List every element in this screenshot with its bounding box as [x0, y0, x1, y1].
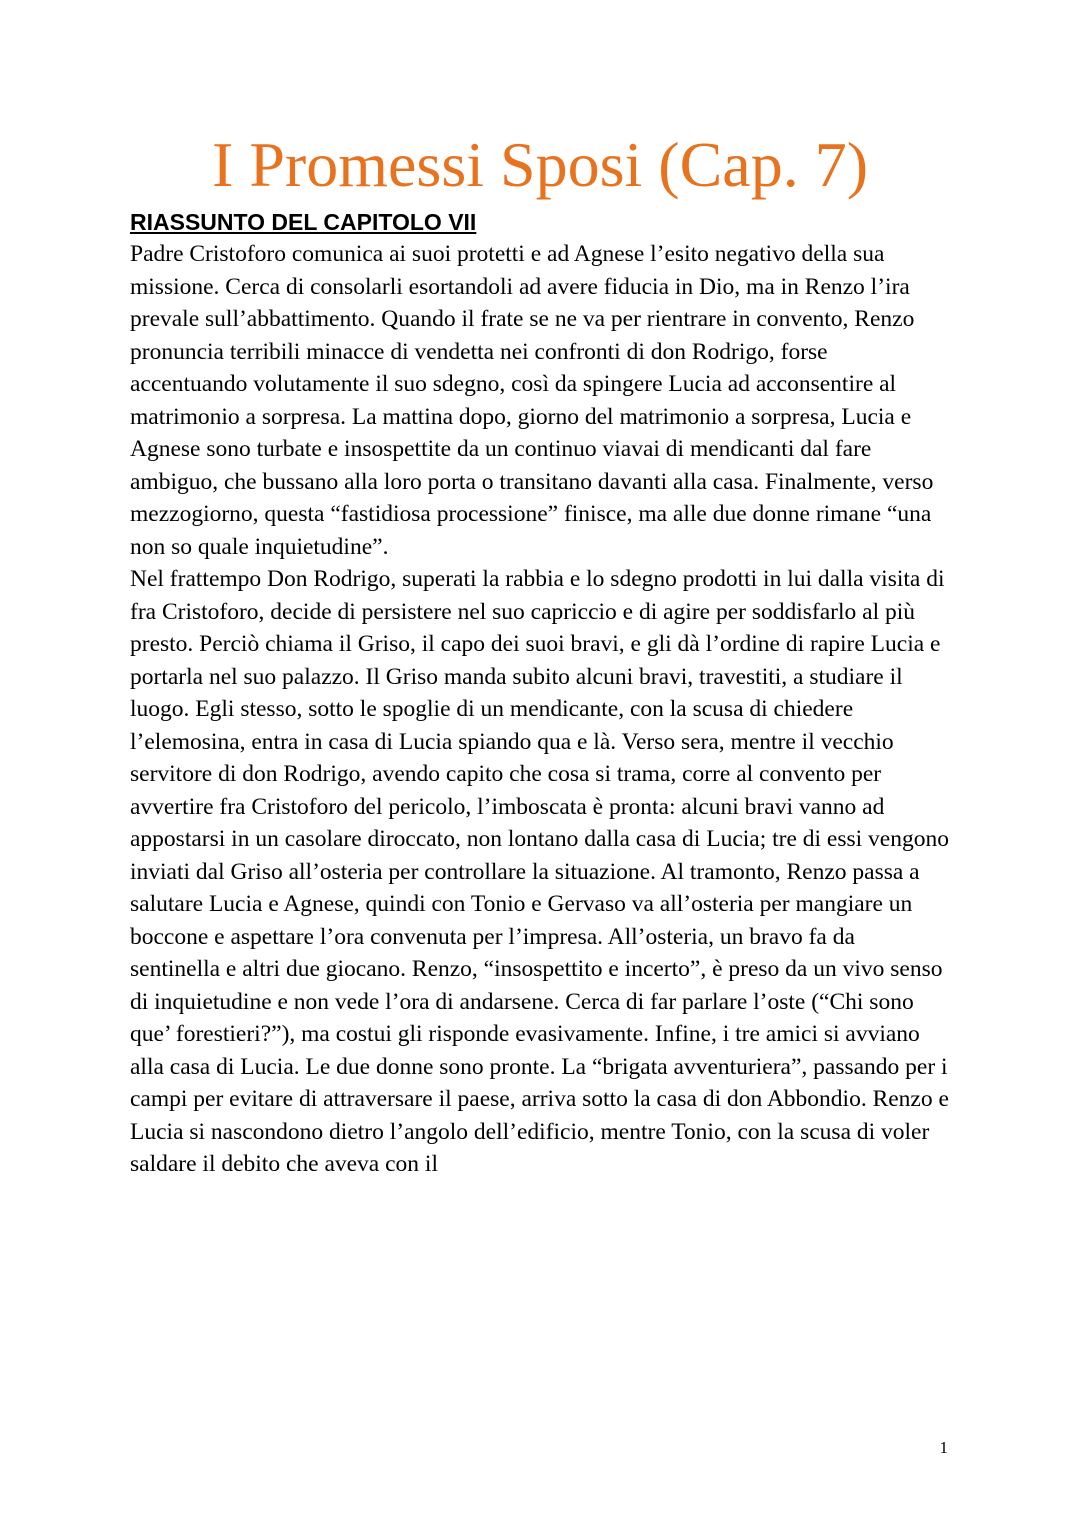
section-heading: RIASSUNTO DEL CAPITOLO VII — [130, 208, 477, 235]
page-number: 1 — [939, 1438, 948, 1457]
paragraph-1: Padre Cristoforo comunica ai suoi protetti e ad Agnese l’esito negativo della sua missione. Cerca di consolarli esortandoli ad avere fiducia in Dio, ma in Renzo l’ira prevale sull’abbattimento. Quando il frate se ne va per rientrare in convento, Renzo pronuncia terribili minacce di vendetta nei confronti di don Rodrigo, forse accentuando volutamente il suo sdegno, così da spingere Lucia ad acconsentire al matrimonio a sorpresa. La mattina dopo, giorno del matrimonio a sorpresa, Lucia e Agnese sono turbate e insospettite da un continuo viavai di mendicanti dal fare ambiguo, che bussano alla loro porta o transitano davanti alla casa. Finalmente, verso mezzogiorno, questa “fastidiosa processione” finisce, ma alle due donne rimane “una non so quale inquietudine”. — [130, 241, 934, 560]
document-body — [130, 238, 950, 1181]
paragraph-2: Nel frattempo Don Rodrigo, superati la rabbia e lo sdegno prodotti in lui dalla visita di fra Cristoforo, decide di persistere nel suo capriccio e di agire per soddisfarlo al più presto. Perciò chiama il Griso, il capo dei suoi bravi, e gli dà l’ordine di rapire Lucia e portarla nel suo palazzo. Il Griso manda subito alcuni bravi, travestiti, a studiare il luogo. Egli stesso, sotto le spoglie di un mendicante, con la scusa di chiedere l’elemosina, entra in casa di Lucia spiando qua e là. Verso sera, mentre il vecchio servitore di don Rodrigo, avendo capito che cosa si trama, corre al convento per avvertire fra Cristoforo del pericolo, l’imboscata è pronta: alcuni bravi vanno ad appostarsi in un casolare diroccato, non lontano dalla casa di Lucia; tre di essi vengono inviati dal Griso all’osteria per controllare la situazione. Al tramonto, Renzo passa a salutare Lucia e Agnese, quindi con Tonio e Gervaso va all’osteria per mangiare un boccone e aspettare l’ora convenuta per l’impresa. All’osteria, un bravo fa da sentinella e altri due giocano. Renzo, “insospettito e incerto”, è preso da un vivo senso di inquietudine e non vede l’ora di andarsene. Cerca di far parlare l’oste (“Chi sono que’ forestieri?”), ma costui gli risponde evasivamente. Infine, i tre amici si avviano alla casa di Lucia. Le due donne sono pronte. La “brigata avventuriera”, passando per i campi per evitare di attraversare il paese, arriva sotto la casa di don Abbondio. Renzo e Lucia si nascondono dietro l’angolo dell’edificio, mentre Tonio, con la scusa di voler saldare il debito che aveva con il — [130, 566, 949, 1178]
document-title: I Promessi Sposi (Cap. 7) — [212, 129, 868, 200]
